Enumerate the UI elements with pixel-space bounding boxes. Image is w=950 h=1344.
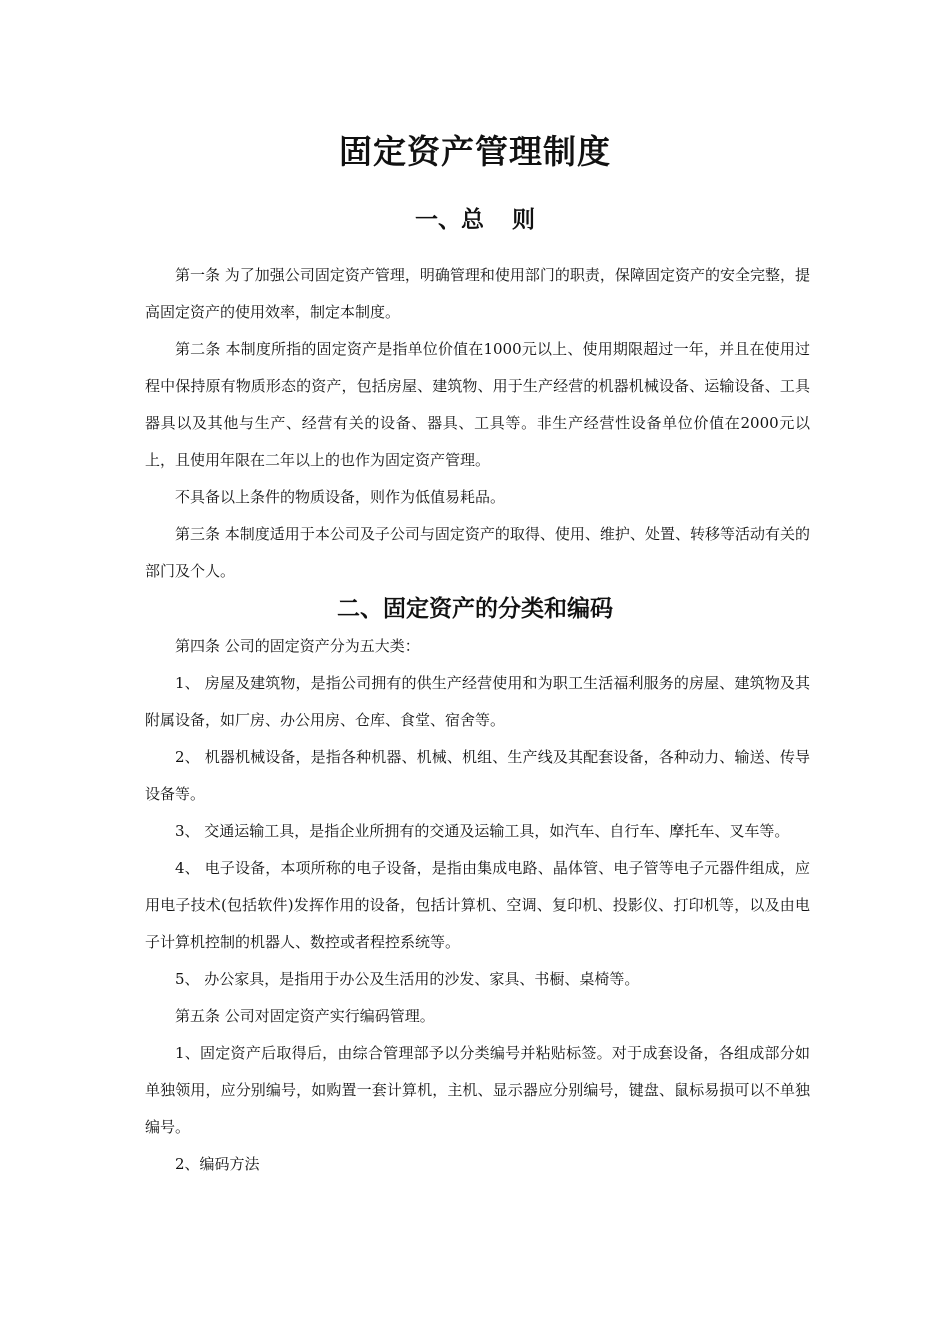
article-3: 第三条 本制度适用于本公司及子公司与固定资产的取得、使用、维护、处置、转移等活动有关的部门及个人。	[145, 525, 810, 580]
article-2: 第二条 本制度所指的固定资产是指单位价值在1000元以上、使用期限超过一年，并且在使用过程中保持原有物质形态的资产，包括房屋、建筑物、用于生产经营的机器机械设备、运输设备、工具器具以及其他与生产、经营有关的设备、器具、工具等。非生产经营性设备单位价值在2000元以上，且使用年限在二年以上的也作为固定资产管理。	[145, 340, 810, 469]
section-heading-classification: 二、固定资产的分类和编码	[337, 596, 613, 622]
list-item-electronics: 4、 电子设备，本项所称的电子设备，是指由集成电路、晶体管、电子管等电子元器件组成，应用电子技术(包括软件)发挥作用的设备，包括计算机、空调、复印机、投影仪、打印机等，以及由电子计算机控制的机器人、数控或者程控系统等。	[145, 859, 810, 951]
section-heading-general-part1: 一、总	[415, 207, 484, 233]
section-heading-general-part2: 则	[512, 207, 535, 233]
section-classification-body	[145, 628, 810, 1183]
coding-step-1: 1、固定资产后取得后，由综合管理部予以分类编号并粘贴标签。对于成套设备，各组成部分如单独领用，应分别编号，如购置一套计算机，主机、显示器应分别编号，键盘、鼠标易损可以不单独编号。	[145, 1044, 810, 1136]
low-value-consumables-note: 不具备以上条件的物质设备，则作为低值易耗品。	[175, 488, 506, 506]
list-item-machinery: 2、 机器机械设备，是指各种机器、机械、机组、生产线及其配套设备，各种动力、输送、传导设备等。	[145, 748, 810, 803]
document-title: 固定资产管理制度	[339, 132, 611, 171]
article-1: 第一条 为了加强公司固定资产管理，明确管理和使用部门的职责，保障固定资产的安全完整，提高固定资产的使用效率，制定本制度。	[145, 266, 810, 321]
section-heading-general	[0, 203, 950, 237]
list-item-furniture: 5、 办公家具，是指用于办公及生活用的沙发、家具、书橱、桌椅等。	[175, 970, 640, 988]
coding-step-2: 2、编码方法	[175, 1155, 260, 1173]
section-general-body	[145, 257, 810, 590]
article-5: 第五条 公司对固定资产实行编码管理。	[175, 1007, 435, 1025]
article-4: 第四条 公司的固定资产分为五大类：	[175, 637, 420, 655]
list-item-vehicles: 3、 交通运输工具，是指企业所拥有的交通及运输工具，如汽车、自行车、摩托车、叉车等。	[175, 822, 790, 840]
list-item-buildings: 1、 房屋及建筑物，是指公司拥有的供生产经营使用和为职工生活福利服务的房屋、建筑物及其附属设备，如厂房、办公用房、仓库、食堂、宿舍等。	[145, 674, 810, 729]
